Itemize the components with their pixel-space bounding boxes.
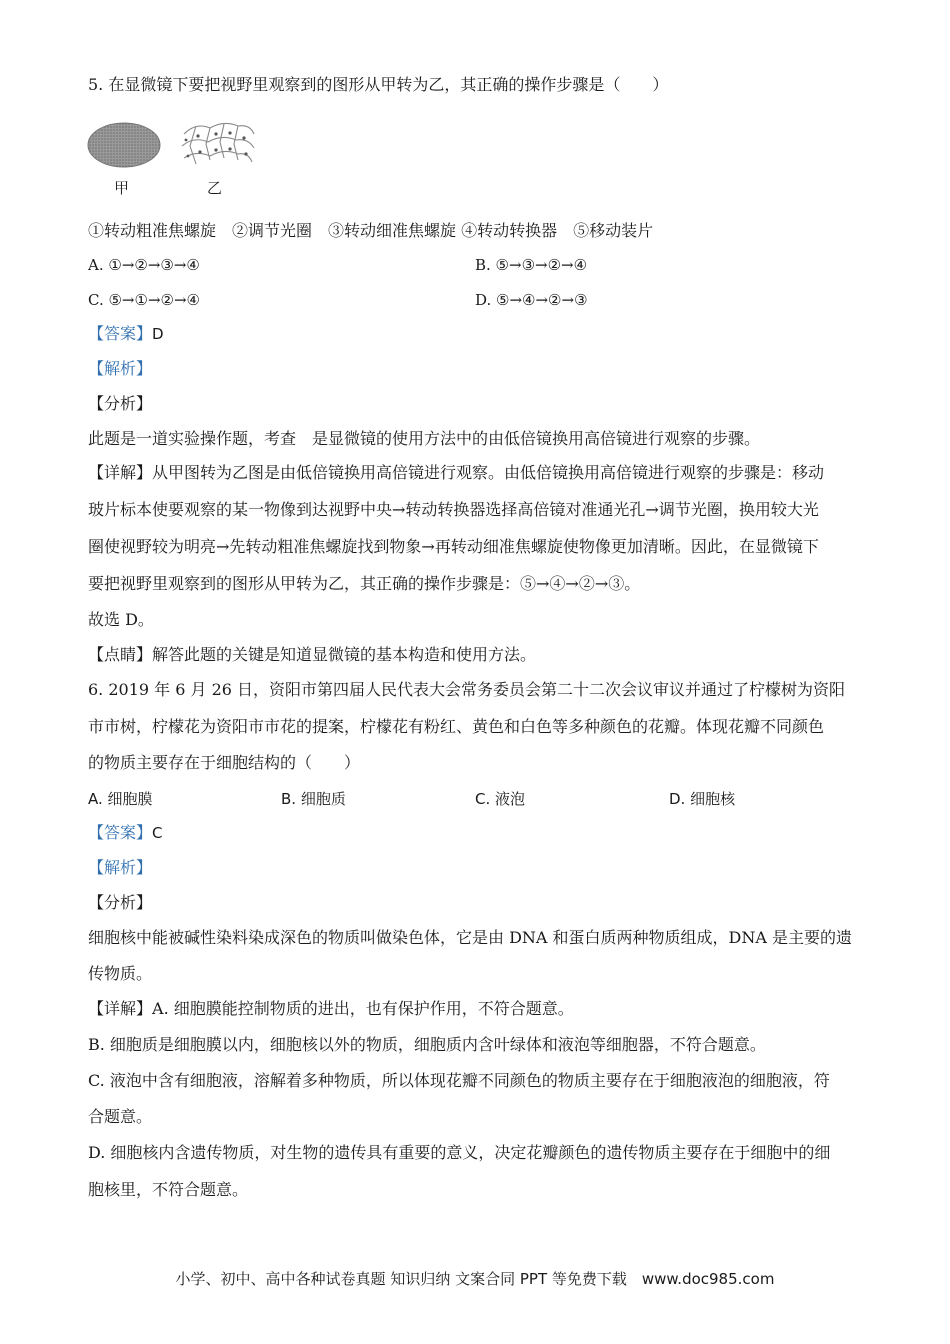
q5-stem: 5. 在显微镜下要把视野里观察到的图形从甲转为乙，其正确的操作步骤是（ ）	[88, 75, 669, 94]
q5-option-c: C. ⑤→①→②→④	[88, 291, 200, 309]
q5-fenxi-text: 此题是一道实验操作题，考查 是显微镜的使用方法中的由低倍镜换用高倍镜进行观察的步骤。	[88, 429, 761, 448]
q6-fenxi-tag: 【分析】	[88, 893, 153, 912]
q6-stem-line-1: 6. 2019 年 6 月 26 日，资阳市第四届人民代表大会常务委员会第二十二次会议审议并通过了柠檬树为资阳	[88, 680, 846, 699]
xiangjie-tag: 【详解】	[88, 463, 153, 482]
q6-xiangjie-c-line-1: C. 液泡中含有细胞液，溶解着多种物质，所以体现花瓣不同颜色的物质主要存在于细胞液泡的细胞液，符	[88, 1071, 830, 1090]
q5-xiangjie-line-2: 玻片标本使要观察的某一物像到达视野中央→转动转换器选择高倍镜对准通光孔→调节光圈，换用较大光	[88, 500, 819, 519]
q6-option-c: C. 液泡	[475, 790, 526, 808]
q6-stem-line-3: 的物质主要存在于细胞结构的（ ）	[88, 753, 361, 772]
xiangjie-tag: 【详解】	[88, 999, 153, 1018]
q5-steps: ①转动粗准焦螺旋 ②调节光圈 ③转动细准焦螺旋 ④转动转换器 ⑤移动装片	[88, 221, 654, 240]
q5-fenxi-tag: 【分析】	[88, 394, 153, 413]
dianjing-tag: 【点睛】	[88, 645, 153, 664]
q5-xiangjie-line-3: 圈使视野较为明亮→先转动粗准焦螺旋找到物象→再转动细准焦螺旋使物像更加清晰。因此，在显微镜下	[88, 537, 819, 556]
q5-option-d: D. ⑤→④→②→③	[475, 291, 588, 309]
q6-xiangjie-b: B. 细胞质是细胞膜以内，细胞核以外的物质，细胞质内含叶绿体和液泡等细胞器，不符合题意。	[88, 1035, 766, 1054]
figure-yi	[176, 116, 258, 178]
q6-xiangjie-d-line-2: 胞核里，不符合题意。	[88, 1180, 249, 1199]
q5-answer	[88, 323, 164, 345]
answer-value: D	[152, 325, 164, 343]
answer-value: C	[152, 824, 163, 842]
q6-answer	[88, 822, 163, 844]
figure-label-jia: 甲	[114, 179, 130, 197]
q6-xiangjie-c-line-2: 合题意。	[88, 1107, 153, 1126]
q5-xiangjie-line-4: 要把视野里观察到的图形从甲转为乙，其正确的操作步骤是：⑤→④→②→③。	[88, 574, 641, 593]
q5-option-a: A. ①→②→③→④	[88, 256, 200, 274]
figure-label-yi: 乙	[207, 179, 223, 197]
q5-xiangjie-line-1	[88, 462, 824, 484]
page-footer: 小学、初中、高中各种试卷真题 知识归纳 文案合同 PPT 等免费下载 www.doc985.com	[175, 1270, 775, 1288]
q6-stem-line-2: 市市树，柠檬花为资阳市市花的提案，柠檬花有粉红、黄色和白色等多种颜色的花瓣。体现花瓣不同颜色	[88, 717, 825, 736]
q6-option-a: A. 细胞膜	[88, 790, 153, 808]
answer-tag: 【答案】	[88, 823, 153, 842]
q6-jiexi-tag: 【解析】	[88, 858, 153, 877]
xiangjie-a-text: A. 细胞膜能控制物质的进出，也有保护作用，不符合题意。	[152, 999, 574, 1018]
q5-jiexi-tag: 【解析】	[88, 359, 153, 378]
q5-dianjing	[88, 644, 536, 666]
q6-xiangjie-d-line-1: D. 细胞核内含遗传物质，对生物的遗传具有重要的意义，决定花瓣颜色的遗传物质主要存在于细胞中的细	[88, 1143, 831, 1162]
q6-fenxi-line-1: 细胞核中能被碱性染料染成深色的物质叫做染色体，它是由 DNA 和蛋白质两种物质组成，DNA 是主要的遗	[88, 928, 853, 947]
q6-xiangjie-a	[88, 998, 574, 1020]
q6-option-d: D. 细胞核	[669, 790, 736, 808]
figure-jia	[86, 120, 162, 174]
xiangjie-text: 从甲图转为乙图是由低倍镜换用高倍镜进行观察。由低倍镜换用高倍镜进行观察的步骤是：移动	[152, 463, 825, 482]
q5-guxuan: 故选 D。	[88, 610, 154, 629]
q5-option-b: B. ⑤→③→②→④	[475, 256, 588, 274]
q6-option-b: B. 细胞质	[281, 790, 346, 808]
answer-tag: 【答案】	[88, 324, 153, 343]
q6-fenxi-line-2: 传物质。	[88, 964, 153, 983]
dianjing-text: 解答此题的关键是知道显微镜的基本构造和使用方法。	[152, 645, 537, 664]
